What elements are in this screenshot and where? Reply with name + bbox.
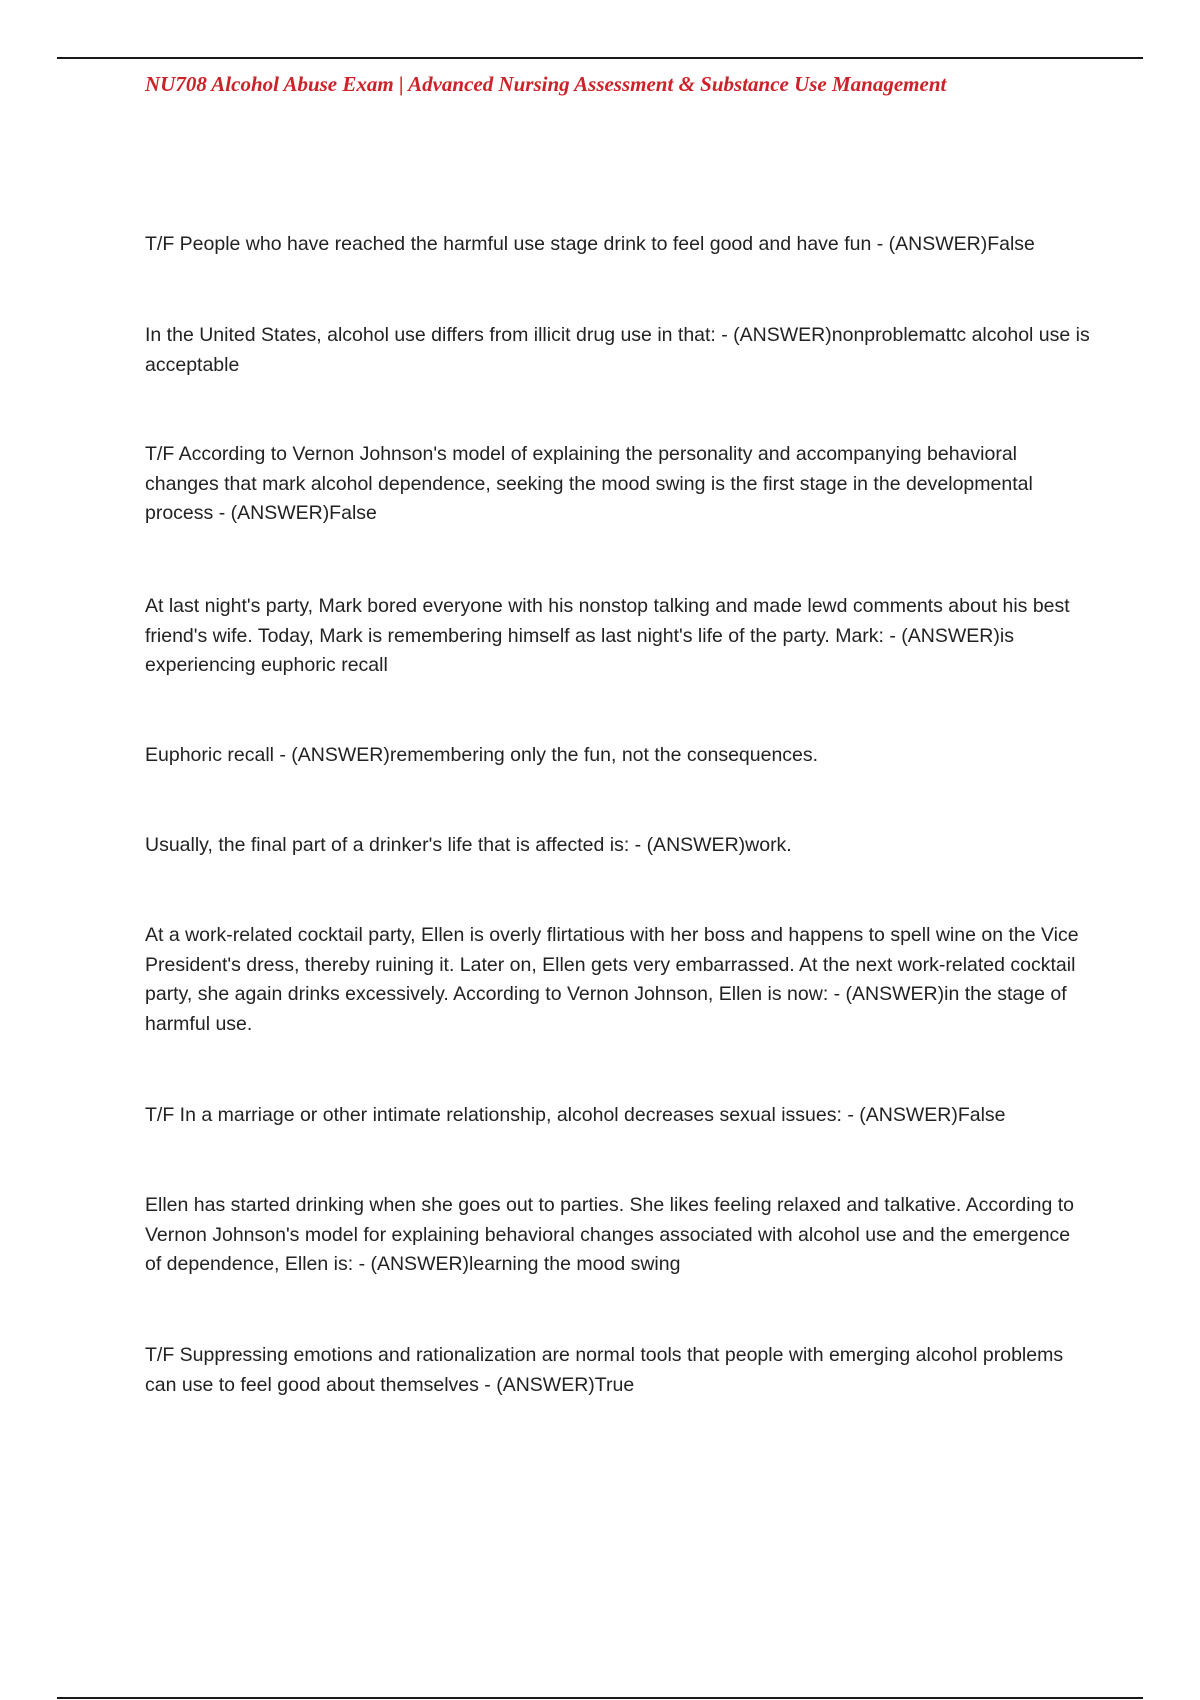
qa-item: Ellen has started drinking when she goes out to parties. She likes feeling relaxed and talkative. According to Vernon Johnson's model for explaining behavioral changes associated with alcohol use and the emergence of dependence, Ellen is: - (ANSWER)learning the mood swing (145, 1194, 1074, 1275)
qa-item: T/F In a marriage or other intimate relationship, alcohol decreases sexual issues: - (ANSWER)False (145, 1104, 1006, 1126)
footer-rule (57, 1697, 1143, 1699)
qa-item: Usually, the final part of a drinker's life that is affected is: - (ANSWER)work. (145, 834, 792, 856)
qa-item: At last night's party, Mark bored everyone with his nonstop talking and made lewd comments about his best friend's wife. Today, Mark is remembering himself as last night's life of the party. Mark: - (ANSWER)is experiencing euphoric recall (145, 595, 1070, 676)
qa-item: At a work-related cocktail party, Ellen is overly flirtatious with her boss and happens to spell wine on the Vice President's dress, thereby ruining it. Later on, Ellen gets very embarrassed. At the next work-related cocktail party, she again drinks excessively. According to Vernon Johnson, Ellen is now: - (ANSWER)in the stage of harmful use. (145, 924, 1079, 1035)
qa-item: T/F People who have reached the harmful use stage drink to feel good and have fun - (ANSWER)False (145, 233, 1035, 255)
qa-item: T/F Suppressing emotions and rationalization are normal tools that people with emerging alcohol problems can use to feel good about themselves - (ANSWER)True (145, 1344, 1064, 1396)
document-title: NU708 Alcohol Abuse Exam | Advanced Nursing Assessment & Substance Use Management (145, 72, 947, 96)
header-rule (57, 57, 1143, 59)
qa-item: Euphoric recall - (ANSWER)remembering only the fun, not the consequences. (145, 744, 819, 766)
qa-item: T/F According to Vernon Johnson's model of explaining the personality and accompanying behavioral changes that mark alcohol dependence, seeking the mood swing is the first stage in the developmental process - (ANSWER)False (145, 443, 1033, 524)
qa-item: In the United States, alcohol use differs from illicit drug use in that: - (ANSWER)nonproblemattc alcohol use is acceptable (145, 324, 1090, 376)
